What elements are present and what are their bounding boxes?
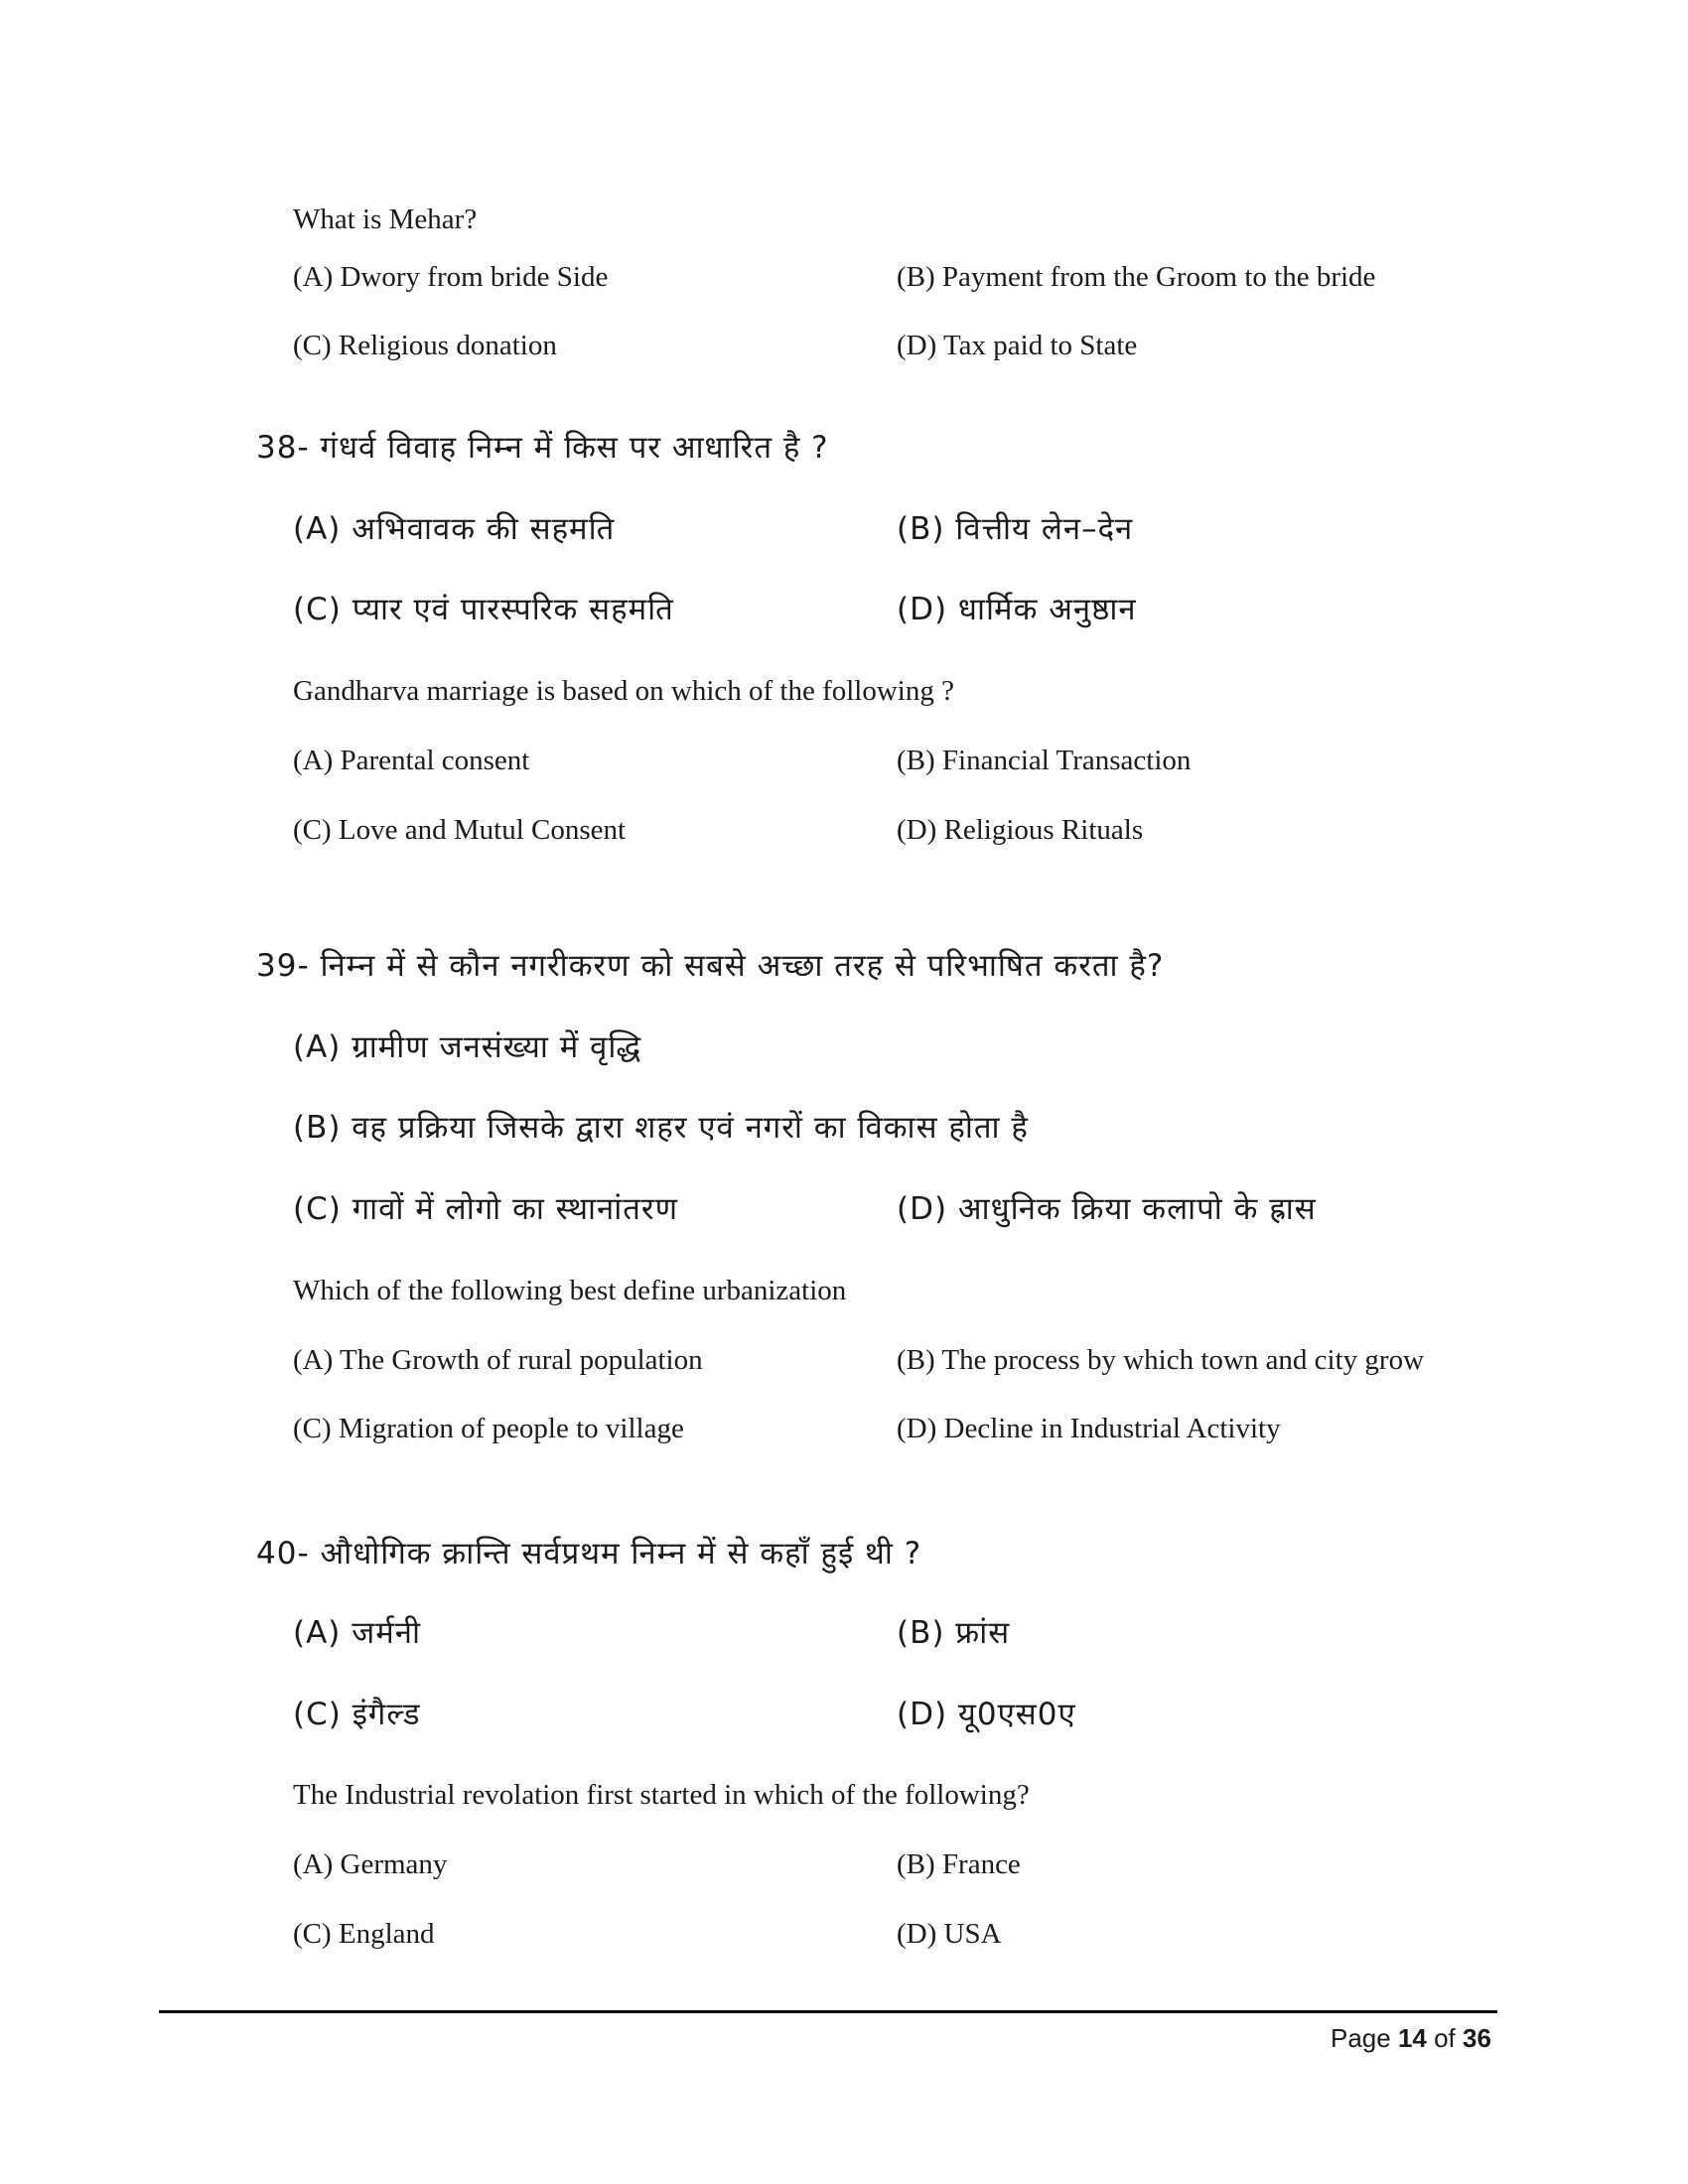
page-label: Page [1331, 2023, 1398, 2053]
q37-option-d-english: (D) Tax paid to State [897, 330, 1138, 361]
question-37-english: What is Mehar? [293, 204, 478, 235]
q39-option-b-hindi: (B) वह प्रक्रिया जिसके द्वारा शहर एवं नगरों का विकास होता है [293, 1110, 1029, 1146]
q39-option-d-hindi: (D) आधुनिक क्रिया कलापो के ह्रास [897, 1191, 1317, 1227]
q40-option-d-english: (D) USA [897, 1918, 1002, 1950]
q39-option-c-english: (C) Migration of people to village [293, 1413, 684, 1444]
q37-option-c-english: (C) Religious donation [293, 330, 557, 361]
question-38-english: Gandharva marriage is based on which of the following ? [293, 675, 954, 707]
q38-option-d-hindi: (D) धार्मिक अनुष्ठान [897, 592, 1137, 627]
q38-option-a-hindi: (A) अभिवावक की सहमति [293, 511, 616, 547]
q39-option-c-hindi: (C) गावों में लोगो का स्थानांतरण [293, 1191, 679, 1227]
total-pages: 36 [1463, 2023, 1491, 2053]
q38-option-b-english: (B) Financial Transaction [897, 745, 1192, 776]
q38-option-c-hindi: (C) प्यार एवं पारस्परिक सहमति [293, 592, 674, 627]
q39-option-b-english: (B) The process by which town and city grow [897, 1344, 1425, 1376]
q38-option-a-english: (A) Parental consent [293, 745, 530, 776]
question-39-hindi: 39- निम्न में से कौन नगरीकरण को सबसे अच्छा तरह से परिभाषित करता है? [256, 948, 1165, 984]
q37-option-a-english: (A) Dwory from bride Side [293, 261, 609, 293]
q38-option-b-hindi: (B) वित्तीय लेन–देन [897, 511, 1134, 547]
q39-option-d-english: (D) Decline in Industrial Activity [897, 1413, 1281, 1444]
question-39-english: Which of the following best define urbanization [293, 1275, 847, 1306]
q40-option-b-english: (B) France [897, 1848, 1021, 1880]
q40-option-a-hindi: (A) जर्मनी [293, 1615, 422, 1651]
question-40-hindi: 40- औधोगिक क्रान्ति सर्वप्रथम निम्न में से कहाँ हुई थी ? [256, 1536, 922, 1571]
q40-option-b-hindi: (B) फ्रांस [897, 1615, 1011, 1651]
current-page: 14 [1397, 2023, 1427, 2053]
q39-option-a-english: (A) The Growth of rural population [293, 1344, 703, 1376]
question-38-hindi: 38- गंधर्व विवाह निम्न में किस पर आधारित है ? [256, 430, 829, 466]
q40-option-d-hindi: (D) यू0एस0ए [897, 1697, 1076, 1732]
page-of-label: of [1426, 2023, 1464, 2053]
q40-option-c-english: (C) England [293, 1918, 435, 1950]
footer-divider [159, 2010, 1497, 2013]
q38-option-c-english: (C) Love and Mutul Consent [293, 814, 627, 846]
q40-option-c-hindi: (C) इंगैल्ड [293, 1697, 421, 1732]
q40-option-a-english: (A) Germany [293, 1848, 448, 1880]
page-number [1331, 2020, 1491, 2056]
q38-option-d-english: (D) Religious Rituals [897, 814, 1144, 846]
q37-option-b-english: (B) Payment from the Groom to the bride [897, 261, 1376, 293]
q39-option-a-hindi: (A) ग्रामीण जनसंख्या में वृद्धि [293, 1029, 642, 1065]
question-40-english: The Industrial revolation first started in which of the following? [293, 1779, 1030, 1811]
